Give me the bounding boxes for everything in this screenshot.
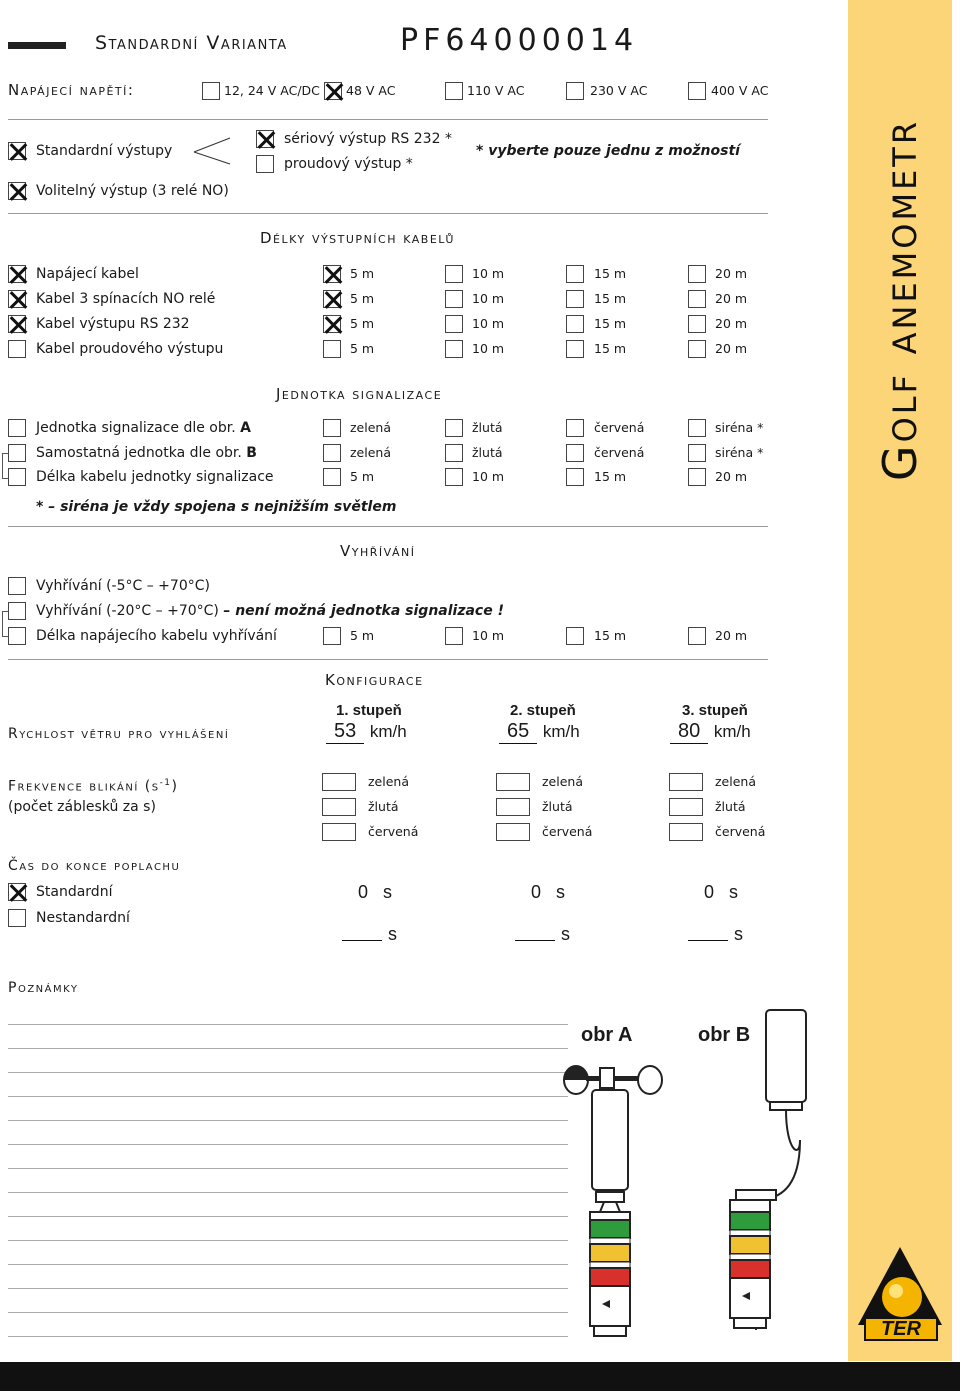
alarm-3-custom-input[interactable] (688, 940, 728, 941)
standard-outputs-label: Standardní výstupy (36, 143, 173, 159)
length-label: 15 m (594, 291, 627, 306)
color-label: žlutá (472, 420, 503, 435)
cable-row-3-opt-1[interactable] (445, 340, 463, 358)
freq-1-green-input[interactable] (322, 773, 356, 791)
freq-1-yellow-input[interactable] (322, 798, 356, 816)
supply-label: Napájecí napětí: (8, 81, 135, 99)
length-label: 5 m (350, 469, 375, 484)
length-label: 5 m (350, 266, 375, 281)
length-label: 15 m (594, 628, 627, 643)
cable-row-3-opt-2[interactable] (566, 340, 584, 358)
alarm-2-unit: s (561, 924, 570, 944)
length-label: 15 m (594, 316, 627, 331)
heating-cable-checkbox[interactable] (8, 627, 26, 645)
color-label: zelená (350, 420, 391, 435)
freq-sub-label: (počet záblesků za s) (8, 799, 156, 815)
signal-b-opt-2[interactable] (566, 444, 584, 462)
length-label: 20 m (715, 291, 748, 306)
stage-1-title: 1. stupeň (336, 702, 402, 719)
branch-lines-icon (192, 134, 234, 170)
freq-label: Frekvence blikání $(s^{-1})$ (8, 778, 179, 795)
freq-2-red-input[interactable] (496, 823, 530, 841)
alarm-standard-label: Standardní (36, 884, 113, 900)
current-output-label: proudový výstup * (284, 156, 413, 172)
cable-row-2-opt-0[interactable] (323, 315, 341, 333)
heating-heading: Vyhřívání (340, 542, 416, 560)
length-label: 20 m (715, 266, 748, 281)
color-label: žlutá (472, 445, 503, 460)
signal-a-opt-3[interactable] (688, 419, 706, 437)
serial-output-label: sériový výstup RS 232 * (284, 131, 452, 147)
page-title: Standardní Varianta (95, 32, 288, 54)
alarm-2-custom-input[interactable] (515, 940, 555, 941)
alarm-1-value: 0 s (358, 882, 393, 902)
heating-cable-opt-0[interactable] (323, 627, 341, 645)
color-label: žlutá (368, 799, 399, 814)
length-label: 10 m (472, 469, 505, 484)
color-label: siréna * (715, 445, 764, 460)
cable-row-1-opt-0[interactable] (323, 290, 341, 308)
note-line[interactable] (8, 1216, 568, 1217)
cable-row-0-opt-0[interactable] (323, 265, 341, 283)
signal-cable-opt-3[interactable] (688, 468, 706, 486)
alarm-standard-checkbox[interactable] (8, 883, 26, 901)
stage-3-value: 80 km/h (670, 719, 751, 744)
note-line[interactable] (8, 1312, 568, 1313)
supply-option-0: 12, 24 V AC/DC (224, 83, 320, 98)
length-label: 5 m (350, 341, 375, 356)
freq-2-green-input[interactable] (496, 773, 530, 791)
signal-b-checkbox[interactable] (8, 444, 26, 462)
cable-row-3-checkbox[interactable] (8, 340, 26, 358)
ter-logo-text: TER (881, 1318, 921, 1340)
length-label: 5 m (350, 291, 375, 306)
heating-cable-label: Délka napájecího kabelu vyhřívání (36, 628, 277, 644)
outputs-note: * vyberte pouze jednu z možností (476, 143, 740, 159)
length-label: 10 m (472, 266, 505, 281)
stage-2-title: 2. stupeň (510, 702, 576, 719)
anemometer-a-illustration (560, 1060, 670, 1360)
signal-cable-opt-1[interactable] (445, 468, 463, 486)
cable-row-0-opt-3[interactable] (688, 265, 706, 283)
stage-3-title: 3. stupeň (682, 702, 748, 719)
length-label: 20 m (715, 628, 748, 643)
length-label: 20 m (715, 316, 748, 331)
sidebar-title: Golf anemometr (873, 118, 927, 482)
heating-cable-opt-3[interactable] (688, 627, 706, 645)
length-label: 10 m (472, 291, 505, 306)
stage-1-speed[interactable]: 53 (326, 719, 364, 744)
signal-a-opt-0[interactable] (323, 419, 341, 437)
color-label: žlutá (542, 799, 573, 814)
length-label: 15 m (594, 266, 627, 281)
color-label: zelená (542, 774, 583, 789)
note-line[interactable] (8, 1072, 568, 1073)
heating-opt1-label: Vyhřívání (-5°C – +70°C) (36, 578, 210, 594)
cable-row-1-opt-2[interactable] (566, 290, 584, 308)
note-line[interactable] (8, 1240, 568, 1241)
signal-a-label: Jednotka signalizace dle obr. A (36, 420, 251, 436)
length-label: 15 m (594, 469, 627, 484)
signal-a-opt-2[interactable] (566, 419, 584, 437)
cable-row-3-opt-3[interactable] (688, 340, 706, 358)
cable-row-0-checkbox[interactable] (8, 265, 26, 283)
supply-checkbox-4[interactable] (688, 82, 706, 100)
length-label: 5 m (350, 316, 375, 331)
cable-row-0-label: Napájecí kabel (36, 266, 139, 282)
note-line[interactable] (8, 1096, 568, 1097)
freq-3-red-input[interactable] (669, 823, 703, 841)
supply-option-3: 230 V AC (590, 83, 648, 98)
alarm-nonstandard-label: Nestandardní (36, 910, 130, 926)
heating-opt1-checkbox[interactable] (8, 577, 26, 595)
signal-b-opt-1[interactable] (445, 444, 463, 462)
note-line[interactable] (8, 1168, 568, 1169)
supply-option-4: 400 V AC (711, 83, 769, 98)
alarm-3-value: 0 s (704, 882, 739, 902)
freq-1-red-input[interactable] (322, 823, 356, 841)
header-bar (8, 42, 66, 49)
note-line[interactable] (8, 1144, 568, 1145)
note-line[interactable] (8, 1288, 568, 1289)
signal-b-opt-0[interactable] (323, 444, 341, 462)
cable-row-1-checkbox[interactable] (8, 290, 26, 308)
note-line[interactable] (8, 1336, 568, 1337)
signal-cable-label: Délka kabelu jednotky signalizace (36, 469, 274, 485)
color-label: zelená (715, 774, 756, 789)
standard-outputs-checkbox[interactable] (8, 142, 26, 160)
divider (8, 119, 768, 120)
heating-opt2-label: Vyhřívání (-20°C – +70°C) – není možná jednotka signalizace ! (36, 603, 504, 619)
signal-cable-opt-0[interactable] (323, 468, 341, 486)
cable-row-2-opt-2[interactable] (566, 315, 584, 333)
figure-a-label: obr A (581, 1024, 633, 1046)
wind-label: Rychlost větru pro vyhlášení (8, 726, 230, 742)
cable-row-0-opt-2[interactable] (566, 265, 584, 283)
config-heading: Konfigurace (325, 671, 424, 689)
color-label: červená (594, 420, 645, 435)
length-label: 10 m (472, 628, 505, 643)
alarm-1-custom-input[interactable] (342, 940, 382, 941)
figure-b-label: obr B (698, 1024, 751, 1046)
heating-cable-opt-2[interactable] (566, 627, 584, 645)
note-line[interactable] (8, 1048, 568, 1049)
divider (8, 659, 768, 660)
color-label: siréna * (715, 420, 764, 435)
note-line[interactable] (8, 1264, 568, 1265)
stage-2-speed[interactable]: 65 (499, 719, 537, 744)
stage-1-value: 53 km/h (326, 719, 407, 744)
alarm-nonstandard-checkbox[interactable] (8, 909, 26, 927)
optional-output-label: Volitelný výstup (3 relé NO) (36, 183, 229, 199)
alarm-label: Čas do konce poplachu (8, 858, 181, 874)
divider (8, 526, 768, 527)
signal-b-opt-3[interactable] (688, 444, 706, 462)
note-line[interactable] (8, 1024, 568, 1025)
length-label: 10 m (472, 341, 505, 356)
cable-row-3-opt-0[interactable] (323, 340, 341, 358)
signal-a-opt-1[interactable] (445, 419, 463, 437)
alarm-1-unit: s (388, 924, 397, 944)
color-label: zelená (368, 774, 409, 789)
freq-3-yellow-input[interactable] (669, 798, 703, 816)
anemometer-b-illustration (700, 1000, 830, 1360)
cable-row-2-opt-1[interactable] (445, 315, 463, 333)
heating-opt2-checkbox[interactable] (8, 602, 26, 620)
signal-cable-opt-2[interactable] (566, 468, 584, 486)
freq-3-green-input[interactable] (669, 773, 703, 791)
cable-row-0-opt-1[interactable] (445, 265, 463, 283)
color-label: červená (715, 824, 766, 839)
color-label: červená (542, 824, 593, 839)
signal-heading: Jednotka signalizace (276, 385, 443, 403)
optional-output-checkbox[interactable] (8, 182, 26, 200)
color-label: žlutá (715, 799, 746, 814)
supply-checkbox-3[interactable] (566, 82, 584, 100)
supply-option-1: 48 V AC (346, 83, 396, 98)
length-label: 15 m (594, 341, 627, 356)
divider (8, 213, 768, 214)
heating-cable-opt-1[interactable] (445, 627, 463, 645)
supply-checkbox-1[interactable] (324, 82, 342, 100)
supply-checkbox-0[interactable] (202, 82, 220, 100)
product-code: PF64000014 (400, 23, 639, 58)
cable-row-2-checkbox[interactable] (8, 315, 26, 333)
note-line[interactable] (8, 1192, 568, 1193)
stage-2-value: 65 km/h (499, 719, 580, 744)
alarm-3-unit: s (734, 924, 743, 944)
notes-heading: Poznámky (8, 980, 79, 996)
footer-bar (0, 1362, 960, 1391)
signal-cable-checkbox[interactable] (8, 468, 26, 486)
color-label: červená (594, 445, 645, 460)
length-label: 10 m (472, 316, 505, 331)
cables-heading: Délky výstupních kabelů (260, 229, 455, 247)
current-output-checkbox[interactable] (256, 155, 274, 173)
supply-option-2: 110 V AC (467, 83, 525, 98)
stage-3-speed[interactable]: 80 (670, 719, 708, 744)
cable-row-1-label: Kabel 3 spínacích NO relé (36, 291, 216, 307)
cable-row-3-label: Kabel proudového výstupu (36, 341, 224, 357)
length-label: 20 m (715, 341, 748, 356)
note-line[interactable] (8, 1120, 568, 1121)
color-label: červená (368, 824, 419, 839)
supply-checkbox-2[interactable] (445, 82, 463, 100)
color-label: zelená (350, 445, 391, 460)
cable-row-1-opt-3[interactable] (688, 290, 706, 308)
freq-2-yellow-input[interactable] (496, 798, 530, 816)
cable-row-1-opt-1[interactable] (445, 290, 463, 308)
signal-a-checkbox[interactable] (8, 419, 26, 437)
cable-row-2-label: Kabel výstupu RS 232 (36, 316, 190, 332)
signal-note: * – siréna je vždy spojena s nejnižším světlem (36, 499, 397, 515)
signal-b-label: Samostatná jednotka dle obr. B (36, 445, 257, 461)
cable-row-2-opt-3[interactable] (688, 315, 706, 333)
length-label: 5 m (350, 628, 375, 643)
alarm-2-value: 0 s (531, 882, 566, 902)
length-label: 20 m (715, 469, 748, 484)
serial-output-checkbox[interactable] (256, 130, 274, 148)
